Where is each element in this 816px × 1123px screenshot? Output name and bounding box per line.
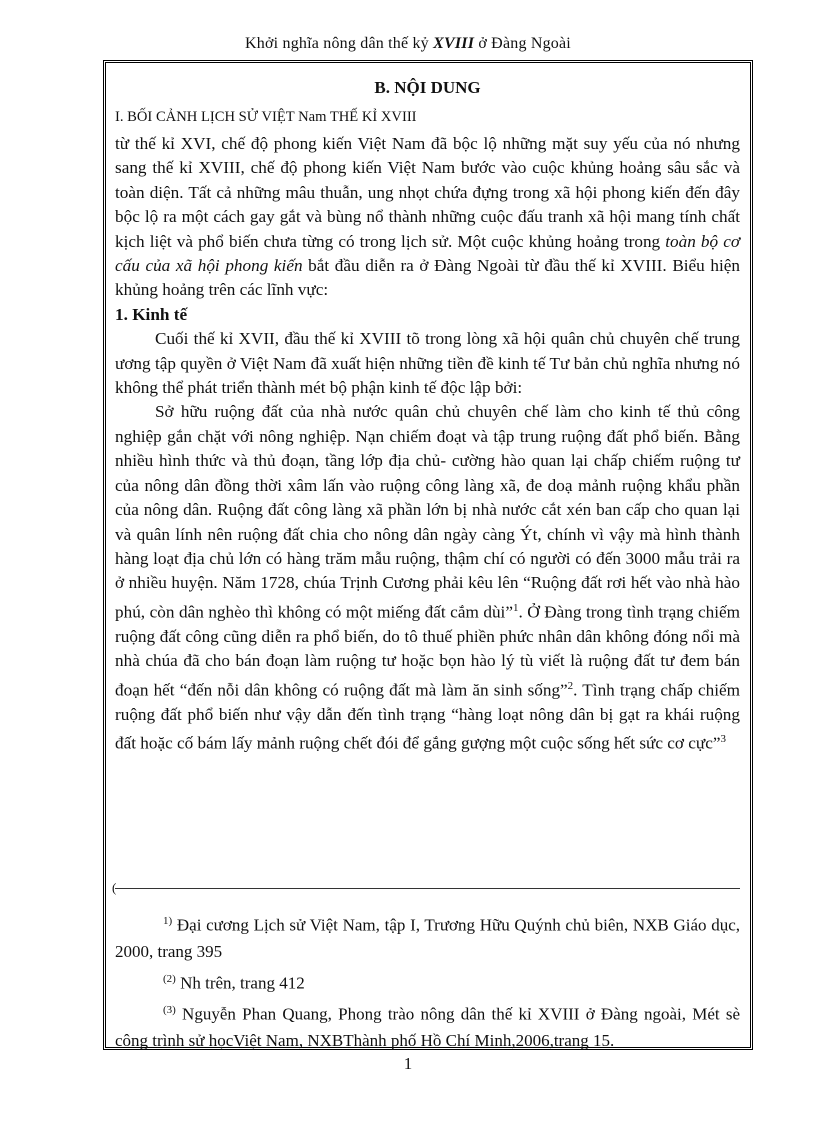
header-text: Khởi nghĩa nông dân thế kỷ xyxy=(245,35,434,52)
page-title: B. NỘI DUNG xyxy=(374,78,481,97)
running-header xyxy=(0,35,816,53)
footnote-1: $^{1)}$ Đại cương Lịch sử Việt Nam, tập I, Trương Hữu Quýnh chủ biên, NXB Giáo dục, 2000, trang 395 xyxy=(115,915,740,962)
paragraph-context: từ thế kỉ XVI, chế độ phong kiến Việt Nam đã bộc lộ những mặt suy yếu của nó nhưng sang thế kỉ XVIII, chế độ phong kiến Việt Nam bước vào cuộc khủng hoảng sâu sắc và toàn diện. Tất cả những mâu thuẫn, ung nhọt chứa đựng trong xã hội phong kiến đến đây bộc lộ ra một cách gay gắt và bùng nổ thành những cuộc đấu tranh xã hội mang tính chất kịch liệt và phổ biến chưa từng có trong lịch sử. Một cuộc khủng hoảng trong toàn bộ cơ cấu của xã hội phong kiến bắt đầu diễn ra ở Đàng Ngoài từ đầu thế kỉ XVIII. Biểu hiện khủng hoảng trên các lĩnh vực: xyxy=(115,134,740,300)
header-text-end: ở Đàng Ngoài xyxy=(474,35,571,52)
footnote-paren: ( xyxy=(112,880,117,895)
paragraph-economy-intro: Cuối thế kỉ XVII, đầu thế kỉ XVIII tõ trong lòng xã hội quân chủ chuyên chế trung ương tập quyền ở Việt Nam đã xuất hiện những tiền đề kinh tế Tư bản chủ nghĩa nhưng nó không thể phát triển thành mét bộ phận kinh tế độc lập bởi: xyxy=(115,329,740,398)
subheading-economy: 1. Kinh tế xyxy=(115,304,188,324)
main-content xyxy=(115,78,740,756)
footnote-3: $^{(3)}$ Nguyễn Phan Quang, Phong trào nông dân thế kỉ XVIII ở Đàng ngoài, Mét sè công trình sử họcViệt Nam, NXBThành phố Hồ Chí Minh,2006,trang 15. xyxy=(115,1003,740,1050)
footnotes xyxy=(115,908,740,1054)
footnote-ref-3[interactable]: 3 xyxy=(720,733,726,746)
section-heading: I. BỐI CẢNH LỊCH SỬ VIỆT Nam THẾ KỈ XVIII xyxy=(115,109,417,125)
footnote-ref-2[interactable]: 2 xyxy=(567,679,574,692)
footnote-separator xyxy=(115,888,740,889)
footnote-2: $^{(2)}$ Nh trên, trang 412 xyxy=(163,972,305,993)
emphasis-text: toàn bộ cơ cấu của xã hội phong kiến xyxy=(115,231,740,276)
paragraph-land-ownership: Sở hữu ruộng đất của nhà nước quân chủ chuyên chế làm cho kinh tế thủ công nghiệp gắn chặt với nông nghiệp. Nạn chiếm đoạt và tập trung ruộng đất phổ biến. Bằng nhiều hình thức và thủ đoạn, tầng lớp địa chủ- cường hào quan lại chấp chiếm ruộng tư của nông dân đồng thời xâm lấn vào ruộng công làng xã, đe doạ mảnh ruộng khẩu phần của nông dân. Ruộng đất công làng xã phần lớn bị nhà nước cắt xén ban cấp cho quan lại và quân lính nên ruộng đất chia cho nông dân ngày càng Ýt, chính vì vậy mà hình thành hàng loạt địa chủ lớn có hàng trăm mẫu ruộng, thậm chí có người có đến 3000 mẫu trải ra ở nhiều huyện. Năm 1728, chúa Trịnh Cương phải kêu lên “Ruộng đất rơi hết vào nhà hào phú, còn dân nghèo thì không có một miếng đất cắm dùi”$^1$. Ở Đàng trong tình trạng chiếm ruộng đất công cũng diễn ra phổ biến, do tô thuế phiền phức nhân dân không đóng nổi mà nhà chúa đã cho bán đoạn làm ruộng tư hoặc bọn hào lý tù viết là ruộng đất tư đem bán đoạn hết “đến nỗi dân không có ruộng đất mà làm ăn sinh sống”$^2$. Tình trạng chấp chiếm ruộng đất phổ biến như vậy dẫn đến tình trạng “hàng loạt nông dân bị gạt ra khái ruộng đất hoặc cố bám lấy mảnh ruộng chết đói để gắng gượng một cuộc sống hết sức cơ cực”$^3$ xyxy=(115,402,740,753)
page-number: 1 xyxy=(403,1054,413,1073)
header-emphasis: XVIII xyxy=(433,35,475,52)
footnote-ref-1[interactable]: 1 xyxy=(512,601,519,614)
